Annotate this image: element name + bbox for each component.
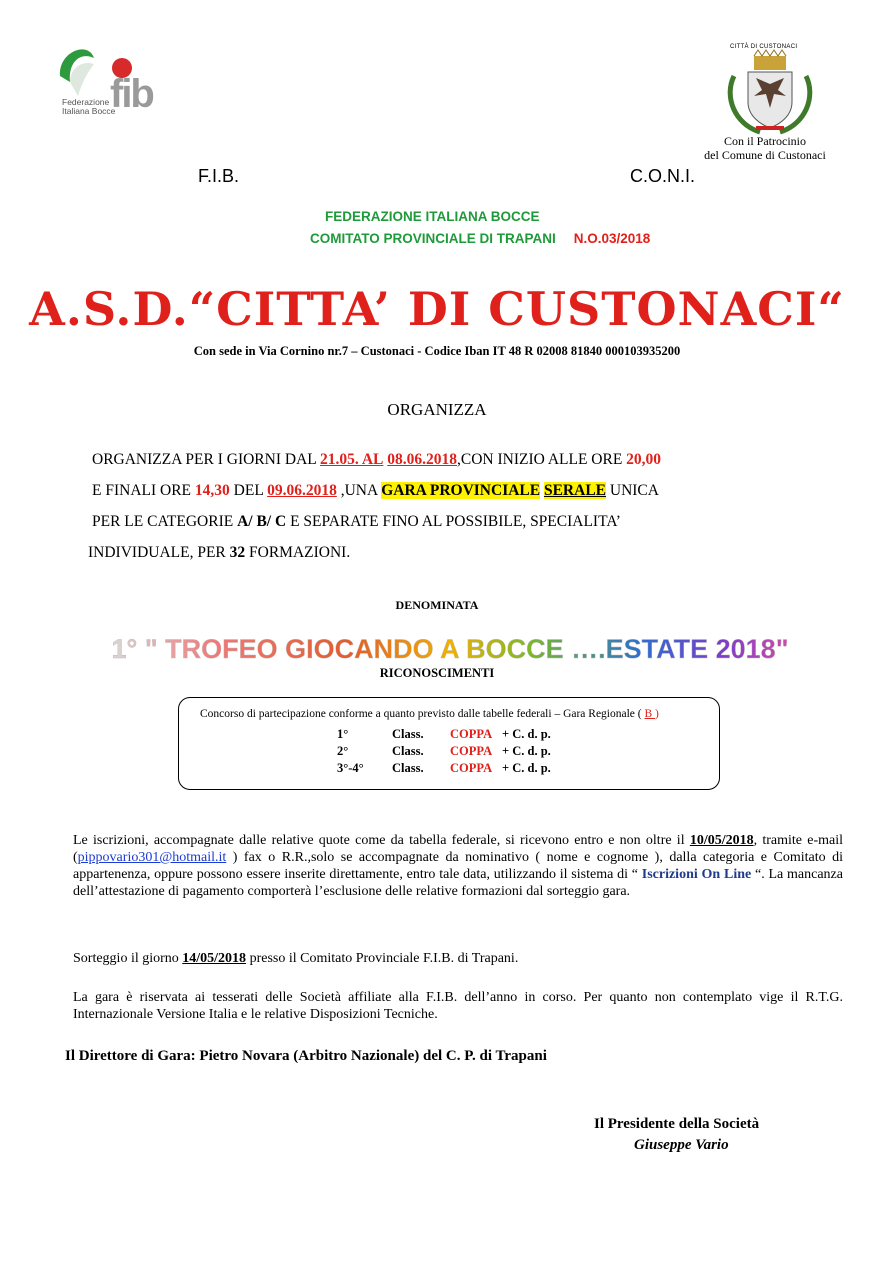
patrocinio: Con il Patrocinio del Comune di Custonaci	[704, 134, 826, 162]
intro-paragraph: ORGANIZZA PER I GIORNI DAL 21.05. AL 08.06.2018,CON INIZIO ALLE ORE 20,00 E FINALI ORE 14,30 DEL 09.06.2018 ,UNA GARA PROVINCIALE SERALE UNICA PER LE CATEGORIE A/ B/ C E SEPARATE FINO AL POSSIBILE, SPECIALITA’ INDIVIDUALE, PER 32 FORMAZIONI.	[88, 451, 662, 561]
trofeo-title	[0, 620, 874, 668]
presidente-name: Giuseppe Vario	[634, 1137, 729, 1153]
prizes-header: Concorso di partecipazione conforme a quanto previsto dalle tabelle federali – Gara Regionale ( B )	[200, 708, 659, 720]
fib-wordmark: fib	[110, 72, 153, 116]
page-title: A.S.D.“CITTA’ DI CUSTONACI“	[29, 282, 845, 336]
email-link[interactable]: pippovario301@hotmail.it	[77, 850, 227, 865]
organizza-heading: ORGANIZZA	[387, 400, 487, 419]
trofeo-text: 1° " TROFEO GIOCANDO A BOCCE ….ESTATE 2018"	[111, 634, 789, 664]
numero-gara: N.O.03/2018	[573, 231, 651, 246]
presidente-label: Il Presidente della Società	[594, 1116, 760, 1132]
denominata-label: DENOMINATA	[395, 598, 479, 612]
fib-label: F.I.B.	[198, 166, 240, 186]
riservata-paragraph: La gara è riservata ai tesserati delle Società affiliate alla F.I.B. dell’anno in corso. Per quanto non contemplato vige il R.T.G. Internazionale Versione Italia e le relative Disposizioni Tecniche.	[73, 990, 843, 1022]
comitato-line: COMITATO PROVINCIALE DI TRAPANI N.O.03/2018	[310, 231, 651, 246]
federazione-line: FEDERAZIONE ITALIANA BOCCE	[325, 209, 540, 224]
crest-title: CITTÀ DI CUSTONACI	[730, 44, 798, 50]
custonaci-crest-icon	[720, 46, 820, 136]
fib-subtitle: Federazione Italiana Bocce	[62, 97, 116, 116]
riconoscimenti-label: RICONOSCIMENTI	[379, 666, 495, 680]
sorteggio-line: Sorteggio il giorno 14/05/2018 presso il Comitato Provinciale F.I.B. di Trapani.	[73, 951, 519, 966]
coni-label: C.O.N.I.	[630, 166, 696, 186]
direttore-line: Il Direttore di Gara: Pietro Novara (Arbitro Nazionale) del C. P. di Trapani	[65, 1048, 547, 1064]
sede-line: Con sede in Via Cornino nr.7 – Custonaci - Codice Iban IT 48 R 02008 81840 000103935200	[193, 344, 681, 358]
iscrizioni-paragraph: Le iscrizioni, accompagnate dalle relative quote come da tabella federale, si ricevono entro e non oltre il 10/05/2018, tramite e-mail (pippovario301@hotmail.it ) fax o R.R.,solo se accompagnate da nominativo ( nome e cognome ), dalla categoria e Comitato di appartenenza, oppure possono essere inserite direttamente, entro tale data, utilizzando il sistema di “ Iscrizioni On Line “. La mancanza dell’attestazione di pagamento comporterà l’esclusione delle relative formazioni dal sorteggio gara.	[73, 833, 843, 899]
